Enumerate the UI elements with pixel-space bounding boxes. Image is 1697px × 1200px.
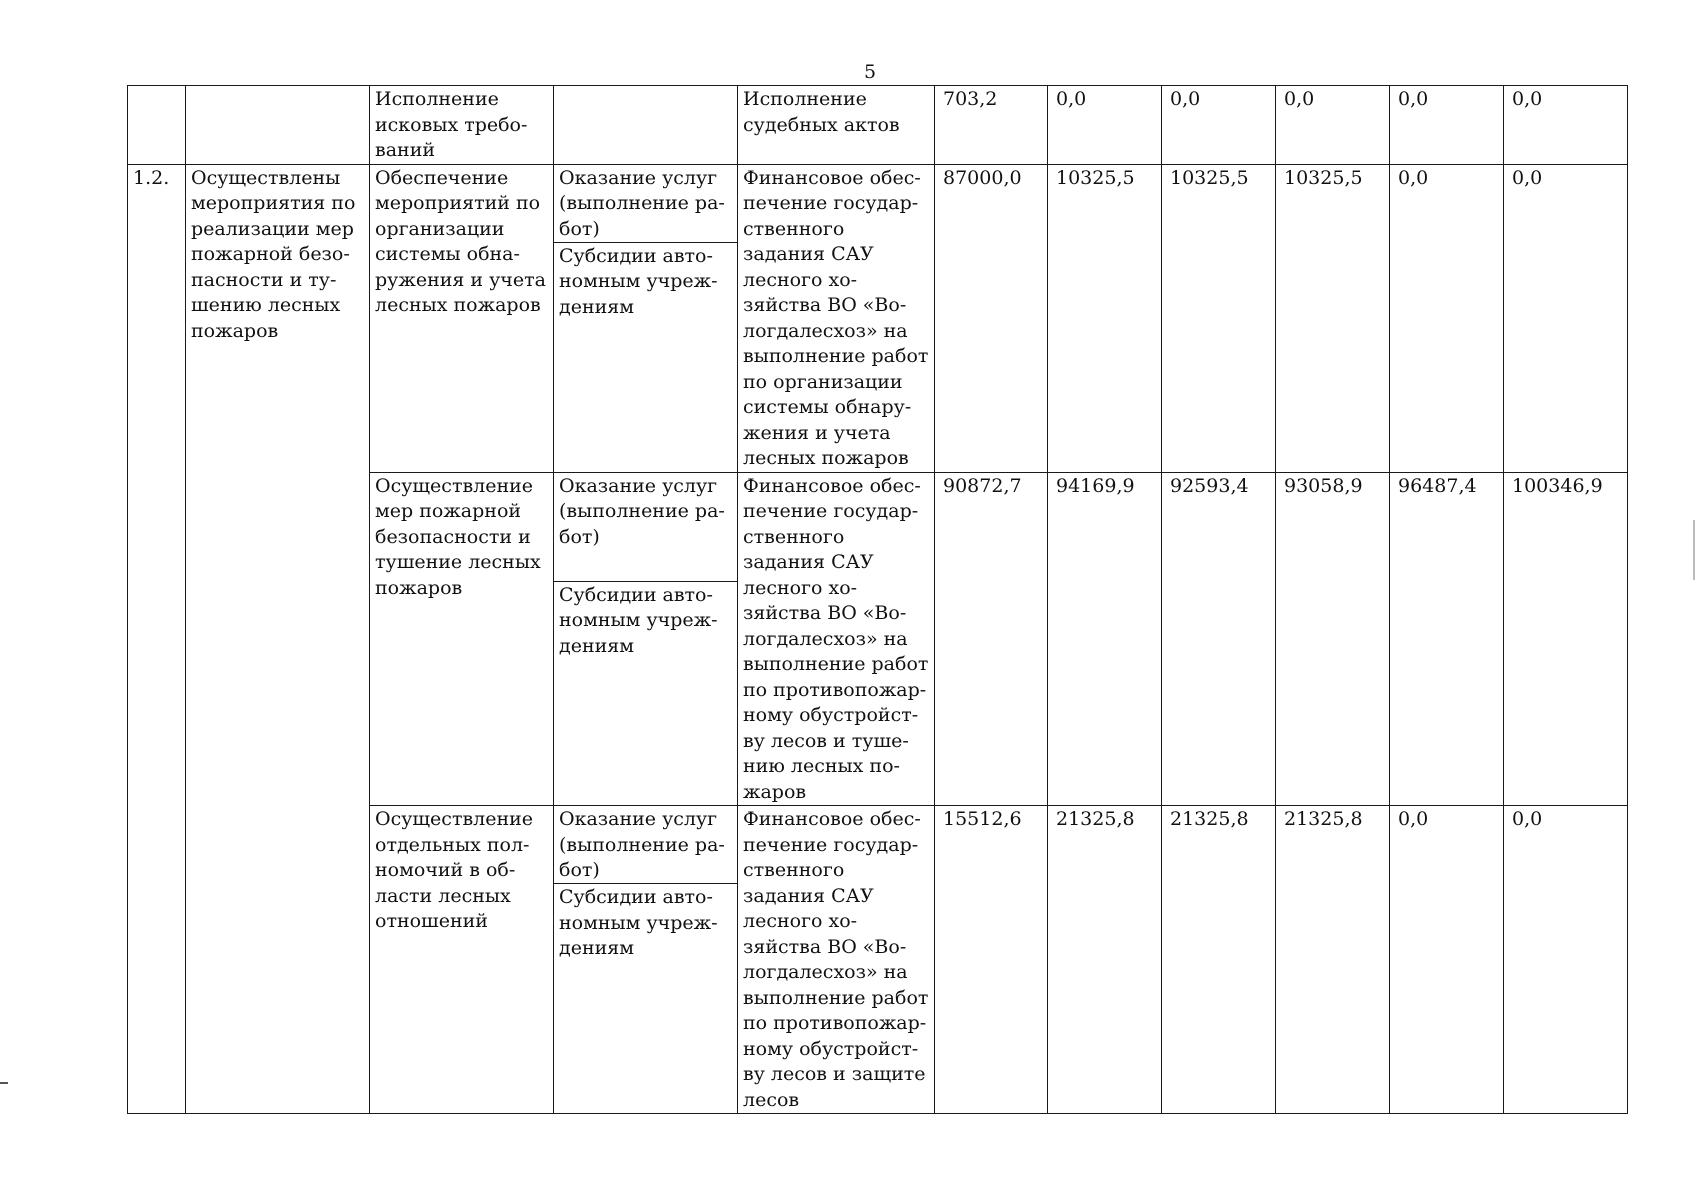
value-cell: 21325,8: [1048, 806, 1162, 1114]
value-cell: 0,0: [1390, 164, 1504, 472]
result-cell: Осуществлены мероприятия по реализации мер пожарной безо-пасности и ту-шению лесных пожаров: [186, 164, 370, 1114]
expense-type-services: Оказание услуг (выполнение ра-бот): [554, 806, 737, 884]
value-cell: 90872,7: [935, 472, 1048, 806]
expense-type-cell: [554, 164, 738, 472]
result-cell: [186, 86, 370, 165]
table-row: [128, 164, 1628, 472]
expense-type-services: Оказание услуг (выполнение ра-бот): [554, 473, 737, 582]
scan-mark-right: [1693, 520, 1695, 580]
value-cell: 0,0: [1162, 86, 1276, 165]
expense-type-subsidies: Субсидии авто-номным учреж-дениям: [559, 886, 718, 959]
row-number-cell: [128, 86, 186, 165]
value-cell: 15512,6: [935, 806, 1048, 1114]
scan-mark-left: [0, 1082, 8, 1084]
value-cell: 0,0: [1504, 806, 1628, 1114]
value-cell: 92593,4: [1162, 472, 1276, 806]
page-number: 5: [863, 61, 877, 83]
value-cell: 10325,5: [1162, 164, 1276, 472]
value-cell: 94169,9: [1048, 472, 1162, 806]
value-cell: 10325,5: [1048, 164, 1162, 472]
value-cell: 21325,8: [1276, 806, 1390, 1114]
value-cell: 93058,9: [1276, 472, 1390, 806]
direction-cell: Финансовое обес-печение государ-ственного задания САУ лесного хо-зяйства ВО «Во-логдалесхоз» на выполнение работ по организации системы обнару-жения и учета лесных пожаров: [738, 164, 935, 472]
direction-cell: Финансовое обес-печение государ-ственного задания САУ лесного хо-зяйства ВО «Во-логдалесхоз» на выполнение работ по противопожар-ному обустройст-ву лесов и туше-нию лесных по-жаров: [738, 472, 935, 806]
direction-cell: Финансовое обес-печение государ-ственного задания САУ лесного хо-зяйства ВО «Во-логдалесхоз» на выполнение работ по противопожар-ному обустройст-ву лесов и защите лесов: [738, 806, 935, 1114]
row-number-cell: 1.2.: [128, 164, 186, 1114]
value-cell: 10325,5: [1276, 164, 1390, 472]
value-cell: 0,0: [1390, 86, 1504, 165]
value-cell: 87000,0: [935, 164, 1048, 472]
expense-type-cell: [554, 86, 738, 165]
event-cell: Исполнение исковых требо-ваний: [370, 86, 554, 165]
value-cell: 100346,9: [1504, 472, 1628, 806]
value-cell: 0,0: [1048, 86, 1162, 165]
event-cell: Обеспечение мероприятий по организации системы обна-ружения и учета лесных пожаров: [370, 164, 554, 472]
value-cell: 21325,8: [1162, 806, 1276, 1114]
value-cell: 0,0: [1276, 86, 1390, 165]
expense-type-services: Оказание услуг (выполнение ра-бот): [554, 165, 737, 243]
event-cell: Осуществление отдельных пол-номочий в об-ласти лесных отношений: [370, 806, 554, 1114]
value-cell: 0,0: [1504, 86, 1628, 165]
value-cell: 96487,4: [1390, 472, 1504, 806]
direction-cell: Исполнение судебных актов: [738, 86, 935, 165]
expense-type-cell: [554, 806, 738, 1114]
value-cell: 703,2: [935, 86, 1048, 165]
budget-table: [127, 85, 1628, 1114]
table-row: [128, 86, 1628, 165]
value-cell: 0,0: [1390, 806, 1504, 1114]
expense-type-subsidies: Субсидии авто-номным учреж-дениям: [559, 583, 718, 657]
expense-type-subsidies: Субсидии авто-номным учреж-дениям: [559, 244, 718, 318]
expense-type-cell: [554, 472, 738, 806]
value-cell: 0,0: [1504, 164, 1628, 472]
event-cell: Осуществление мер пожарной безопасности и тушение лесных пожаров: [370, 472, 554, 806]
